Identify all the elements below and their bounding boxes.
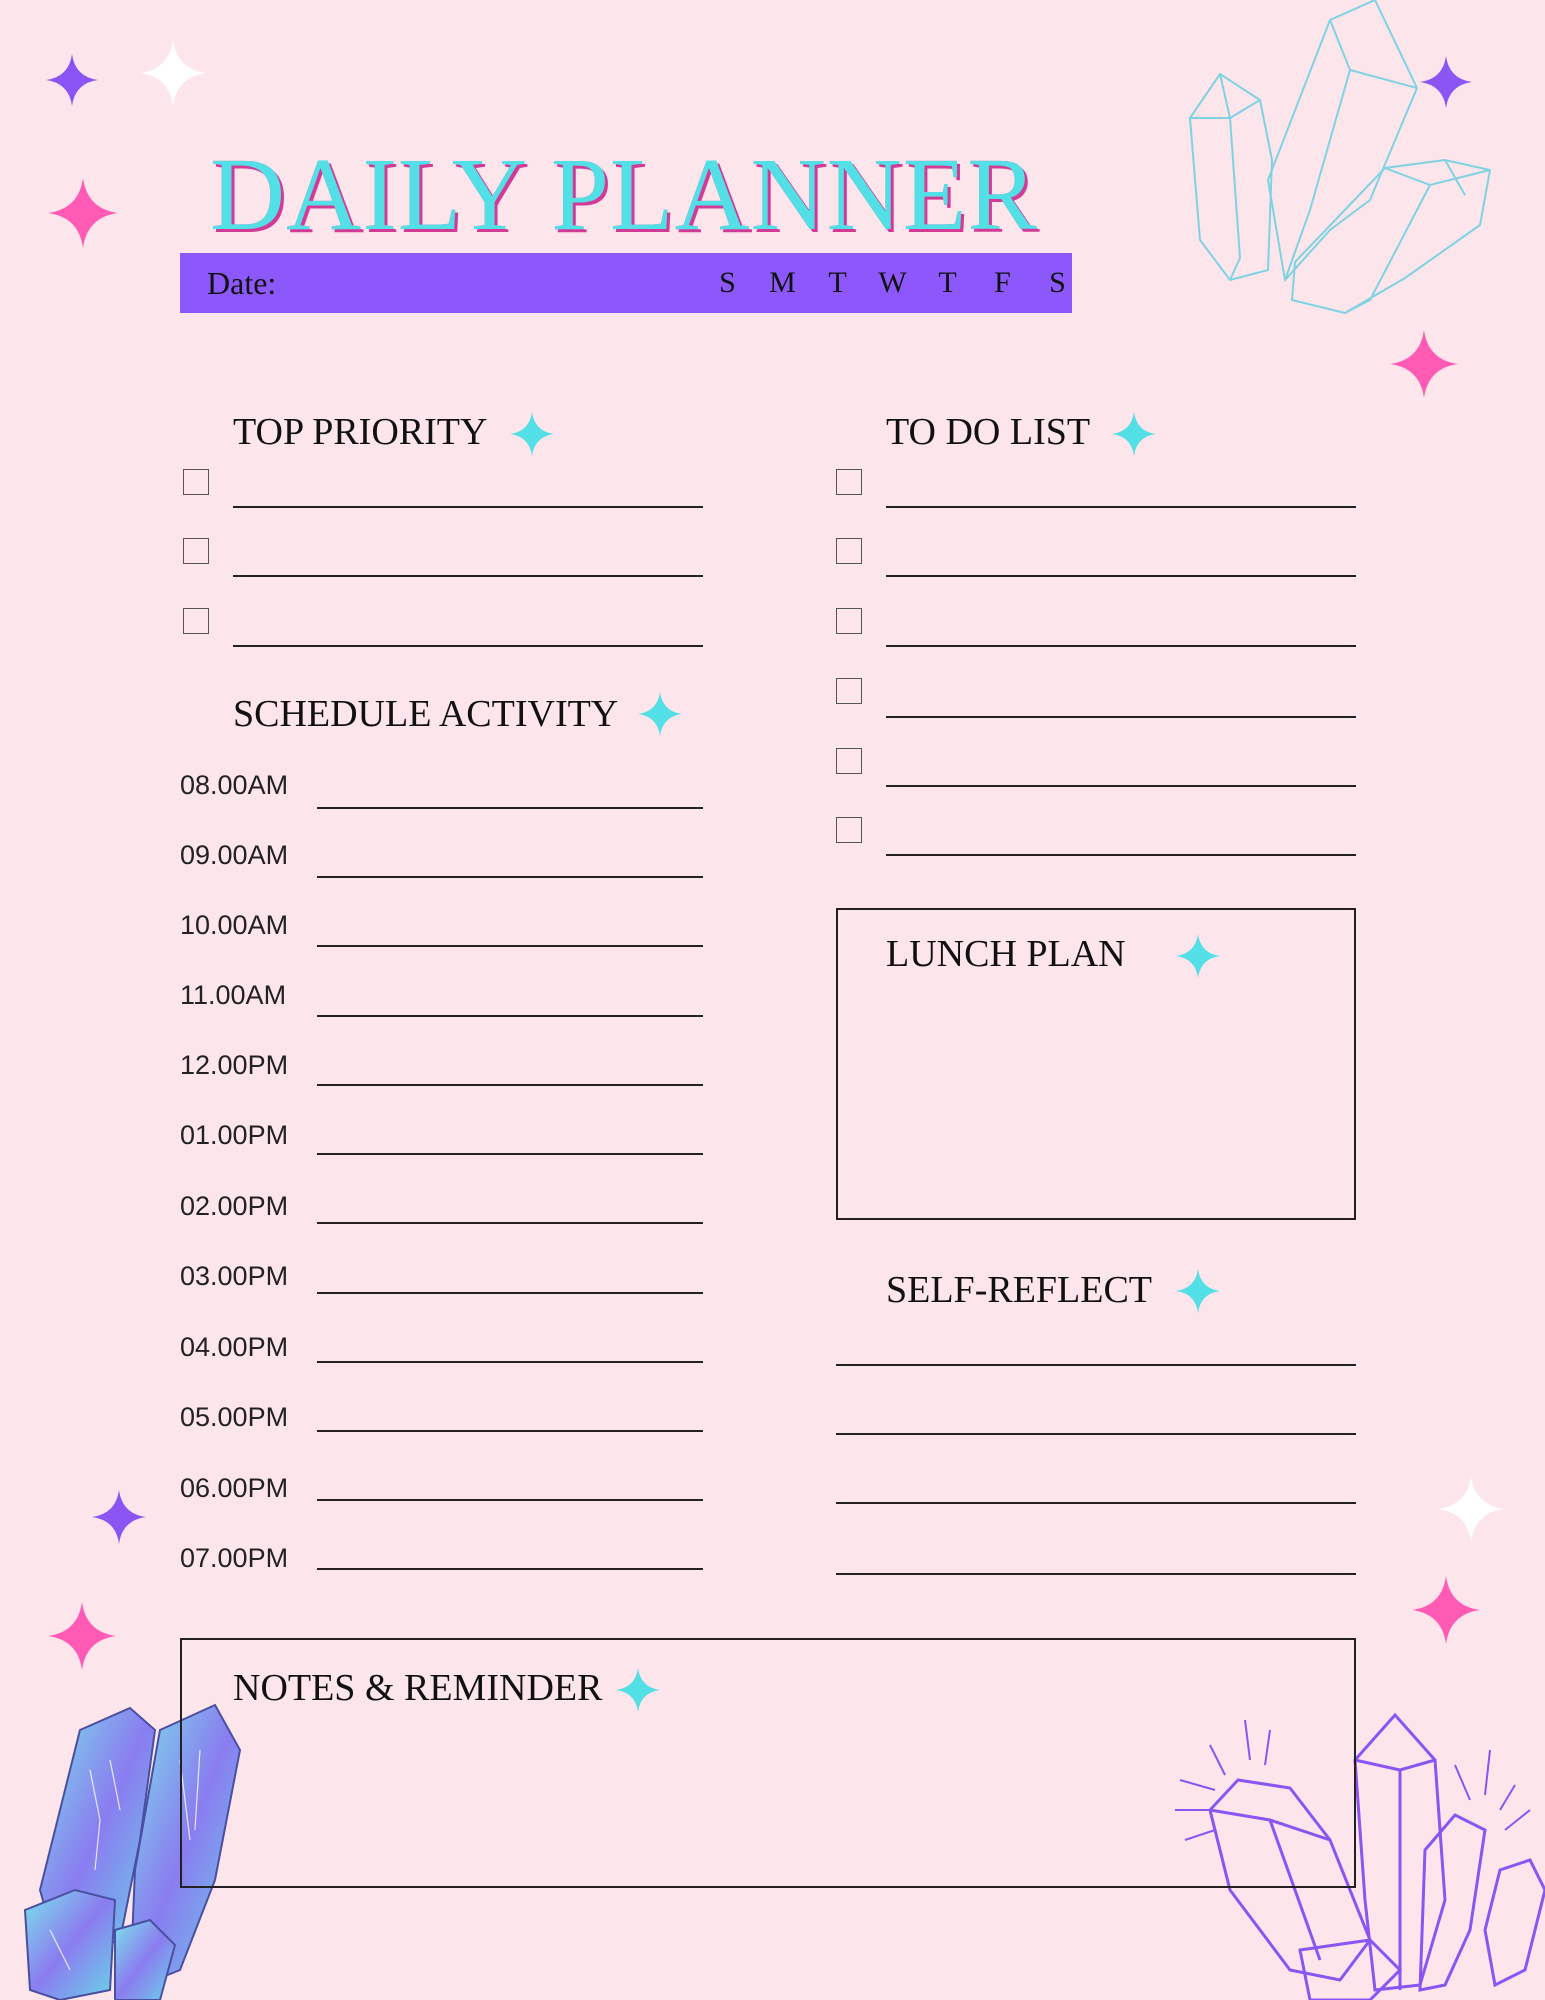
day-sunday[interactable]: S bbox=[719, 266, 736, 299]
day-tuesday[interactable]: T bbox=[828, 266, 847, 299]
priority-checkbox-1[interactable] bbox=[183, 469, 209, 495]
notes-heading: NOTES & REMINDER bbox=[233, 1667, 603, 1709]
sparkle-icon bbox=[510, 410, 554, 458]
time-label: 03.00PM bbox=[180, 1261, 289, 1291]
todo-line-3[interactable] bbox=[886, 645, 1356, 647]
sparkle-icon bbox=[46, 54, 98, 106]
lunch-plan-heading: LUNCH PLAN bbox=[886, 933, 1126, 975]
sparkle-icon bbox=[48, 1602, 116, 1670]
sparkle-icon bbox=[1176, 932, 1220, 980]
reflect-line-4[interactable] bbox=[836, 1573, 1356, 1575]
todo-line-5[interactable] bbox=[886, 785, 1356, 787]
top-priority-heading: TOP PRIORITY bbox=[233, 411, 488, 453]
schedule-line[interactable] bbox=[317, 1361, 703, 1363]
self-reflect-heading: SELF-REFLECT bbox=[886, 1269, 1153, 1311]
day-saturday[interactable]: S bbox=[1049, 266, 1066, 299]
time-label: 02.00PM bbox=[180, 1191, 289, 1221]
priority-checkbox-2[interactable] bbox=[183, 538, 209, 564]
todo-checkbox-2[interactable] bbox=[836, 538, 862, 564]
page-title: DAILY PLANNER bbox=[210, 137, 1038, 252]
schedule-line[interactable] bbox=[317, 1430, 703, 1432]
sparkle-icon bbox=[1176, 1267, 1220, 1315]
schedule-line[interactable] bbox=[317, 1499, 703, 1501]
day-thursday[interactable]: T bbox=[938, 266, 957, 299]
todo-checkbox-3[interactable] bbox=[836, 608, 862, 634]
time-label: 12.00PM bbox=[180, 1050, 289, 1080]
todo-line-6[interactable] bbox=[886, 854, 1356, 856]
schedule-line[interactable] bbox=[317, 807, 703, 809]
weekday-selector bbox=[700, 253, 1085, 313]
time-label: 01.00PM bbox=[180, 1120, 289, 1150]
day-wednesday[interactable]: W bbox=[878, 266, 907, 299]
priority-line-1[interactable] bbox=[233, 506, 703, 508]
schedule-line[interactable] bbox=[317, 1015, 703, 1017]
priority-line-2[interactable] bbox=[233, 575, 703, 577]
day-monday[interactable]: M bbox=[769, 266, 796, 299]
day-friday[interactable]: F bbox=[994, 266, 1011, 299]
crystal-outline-icon bbox=[1180, 0, 1500, 320]
todo-checkbox-4[interactable] bbox=[836, 678, 862, 704]
reflect-line-2[interactable] bbox=[836, 1433, 1356, 1435]
reflect-line-3[interactable] bbox=[836, 1502, 1356, 1504]
todo-line-1[interactable] bbox=[886, 506, 1356, 508]
schedule-line[interactable] bbox=[317, 1568, 703, 1570]
sparkle-icon bbox=[616, 1666, 660, 1714]
date-bar bbox=[180, 253, 1072, 313]
to-do-list-heading: TO DO LIST bbox=[886, 411, 1091, 453]
schedule-line[interactable] bbox=[317, 1292, 703, 1294]
sparkle-icon bbox=[1390, 330, 1458, 398]
schedule-line[interactable] bbox=[317, 876, 703, 878]
time-label: 10.00AM bbox=[180, 910, 289, 940]
schedule-line[interactable] bbox=[317, 1222, 703, 1224]
time-label: 05.00PM bbox=[180, 1402, 289, 1432]
schedule-line[interactable] bbox=[317, 945, 703, 947]
time-label: 08.00AM bbox=[180, 770, 289, 800]
sparkle-icon bbox=[48, 178, 118, 248]
time-label: 04.00PM bbox=[180, 1332, 289, 1362]
sparkle-icon bbox=[1112, 410, 1156, 458]
priority-checkbox-3[interactable] bbox=[183, 608, 209, 634]
time-label: 07.00PM bbox=[180, 1543, 289, 1573]
schedule-line[interactable] bbox=[317, 1084, 703, 1086]
todo-line-4[interactable] bbox=[886, 716, 1356, 718]
sparkle-icon bbox=[1412, 1576, 1480, 1644]
reflect-line-1[interactable] bbox=[836, 1364, 1356, 1366]
todo-line-2[interactable] bbox=[886, 575, 1356, 577]
schedule-activity-heading: SCHEDULE ACTIVITY bbox=[233, 693, 619, 735]
todo-checkbox-1[interactable] bbox=[836, 469, 862, 495]
sparkle-icon bbox=[140, 38, 206, 108]
sparkle-icon bbox=[638, 690, 682, 738]
time-label: 06.00PM bbox=[180, 1473, 289, 1503]
sparkle-icon bbox=[92, 1490, 146, 1544]
todo-checkbox-5[interactable] bbox=[836, 748, 862, 774]
date-label: Date: bbox=[207, 265, 277, 301]
todo-checkbox-6[interactable] bbox=[836, 817, 862, 843]
time-label: 11.00AM bbox=[180, 980, 287, 1010]
sparkle-icon bbox=[1438, 1476, 1504, 1542]
time-label: 09.00AM bbox=[180, 840, 289, 870]
priority-line-3[interactable] bbox=[233, 645, 703, 647]
schedule-line[interactable] bbox=[317, 1153, 703, 1155]
